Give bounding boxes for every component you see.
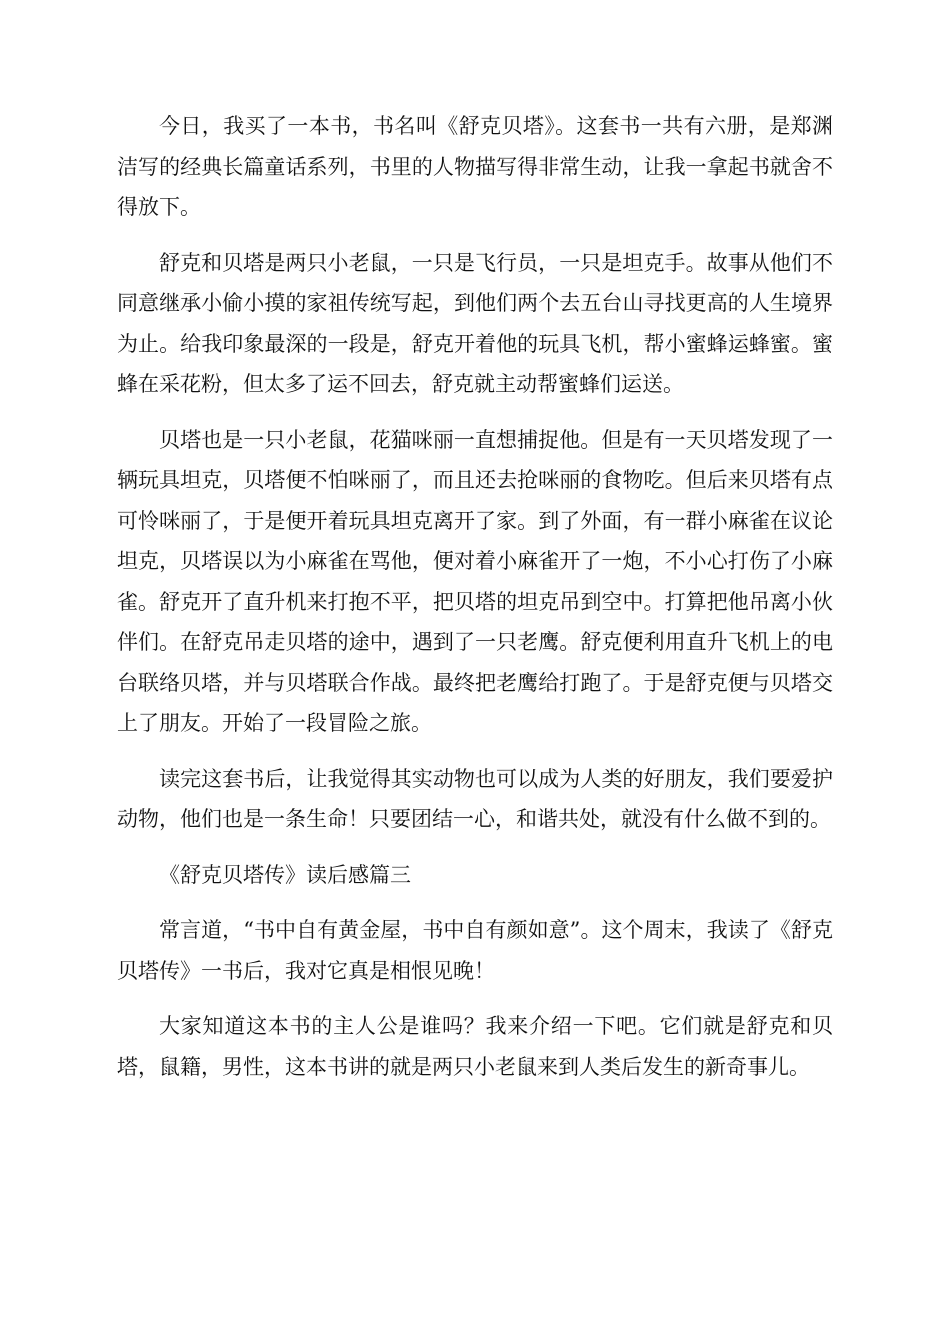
paragraph-protagonists: 大家知道这本书的主人公是谁吗？我来介绍一下吧。它们就是舒克和贝塔，鼠籍，男性，这本书讲的就是两只小老鼠来到人类后发生的新奇事儿。 [117, 1014, 833, 1079]
document-body [117, 106, 833, 1102]
paragraph-reflection: 读完这套书后，让我觉得其实动物也可以成为人类的好朋友，我们要爱护动物，他们也是一条生命！只要团结一心，和谐共处，就没有什么做不到的。 [117, 766, 833, 831]
paragraph-quote: 常言道，“书中自有黄金屋，书中自有颜如意”。这个周末，我读了《舒克贝塔传》一书后，我对它真是相恨见晚！ [117, 918, 833, 983]
section-heading: 《舒克贝塔传》读后感篇三 [159, 862, 411, 887]
paragraph-beita: 贝塔也是一只小老鼠，花猫咪丽一直想捕捉他。但是有一天贝塔发现了一辆玩具坦克，贝塔便不怕咪丽了，而且还去抢咪丽的食物吃。但后来贝塔有点可怜咪丽了，于是便开着玩具坦克离开了家。到了外面，有一群小麻雀在议论坦克，贝塔误以为小麻雀在骂他，便对着小麻雀开了一炮，不小心打伤了小麻雀。舒克开了直升机来打抱不平，把贝塔的坦克吊到空中。打算把他吊离小伙伴们。在舒克吊走贝塔的途中，遇到了一只老鹰。舒克便利用直升飞机上的电台联络贝塔，并与贝塔联合作战。最终把老鹰给打跑了。于是舒克便与贝塔交上了朋友。开始了一段冒险之旅。 [117, 427, 833, 735]
paragraph-intro: 今日，我买了一本书，书名叫《舒克贝塔》。这套书一共有六册，是郑渊洁写的经典长篇童话系列，书里的人物描写得非常生动，让我一拿起书就舍不得放下。 [117, 114, 833, 219]
paragraph-shuke: 舒克和贝塔是两只小老鼠，一只是飞行员，一只是坦克手。故事从他们不同意继承小偷小摸的家祖传统写起，到他们两个去五台山寻找更高的人生境界为止。给我印象最深的一段是，舒克开着他的玩具飞机，帮小蜜蜂运蜂蜜。蜜蜂在采花粉，但太多了运不回去，舒克就主动帮蜜蜂们运送。 [117, 250, 833, 396]
